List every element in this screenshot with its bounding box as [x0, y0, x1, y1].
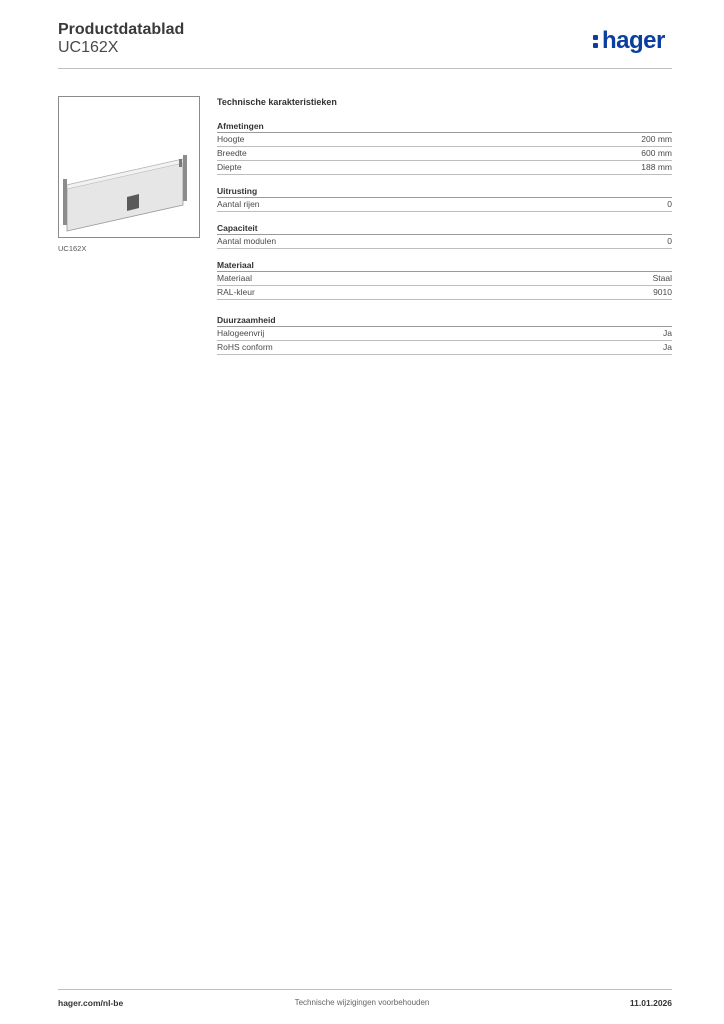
spec-row — [217, 341, 672, 355]
spec-label: Aantal rijen — [217, 199, 260, 209]
spec-value: 200 mm — [641, 134, 672, 144]
spec-row — [217, 327, 672, 341]
section-title: Uitrusting — [217, 185, 672, 198]
spec-label: Aantal modulen — [217, 236, 277, 246]
spec-table — [217, 96, 672, 365]
spec-row — [217, 272, 672, 286]
spec-value: Ja — [663, 342, 672, 352]
section-afmetingen — [217, 120, 672, 175]
page-title: Productdatablad — [58, 21, 185, 38]
spec-label: Halogeenvrij — [217, 328, 265, 338]
header-divider — [58, 68, 672, 69]
spec-value: Ja — [663, 328, 672, 338]
logo-text: hager — [602, 27, 665, 54]
spec-row — [217, 147, 672, 161]
spec-row — [217, 235, 672, 249]
spec-value: 188 mm — [641, 162, 672, 172]
spec-value: Staal — [652, 273, 672, 283]
spec-label: Breedte — [217, 148, 247, 158]
product-illustration-icon — [59, 97, 199, 237]
footer-date: 11.01.2026 — [629, 998, 672, 1008]
spec-label: RAL-kleur — [217, 287, 255, 297]
spec-value: 0 — [667, 199, 672, 209]
footer-divider — [58, 989, 672, 990]
spec-label: RoHS conform — [217, 342, 273, 352]
section-duurzaamheid — [217, 314, 672, 355]
spec-row — [217, 198, 672, 212]
spec-value: 600 mm — [641, 148, 672, 158]
section-capaciteit — [217, 222, 672, 249]
product-caption: UC162X — [58, 244, 87, 253]
spec-heading: Technische karakteristieken — [217, 97, 337, 107]
spec-row — [217, 286, 672, 300]
spec-value: 9010 — [653, 287, 672, 297]
spec-value: 0 — [667, 236, 672, 246]
footer-website-link[interactable]: hager.com/nl-be — [58, 998, 124, 1008]
footer-notice: Technische wijzigingen voorbehouden — [294, 998, 430, 1007]
spec-label: Materiaal — [217, 273, 252, 283]
section-title: Afmetingen — [217, 120, 672, 133]
spec-row — [217, 161, 672, 175]
section-title: Materiaal — [217, 259, 672, 272]
logo-colon-icon — [593, 27, 599, 55]
section-title: Capaciteit — [217, 222, 672, 235]
spec-label: Hoogte — [217, 134, 245, 144]
spec-row — [217, 133, 672, 147]
product-image — [58, 96, 200, 238]
hager-logo[interactable] — [593, 27, 665, 55]
section-title: Duurzaamheid — [217, 314, 672, 327]
spec-label: Diepte — [217, 162, 242, 172]
section-uitrusting — [217, 185, 672, 212]
product-code: UC162X — [58, 39, 119, 56]
section-materiaal — [217, 259, 672, 300]
